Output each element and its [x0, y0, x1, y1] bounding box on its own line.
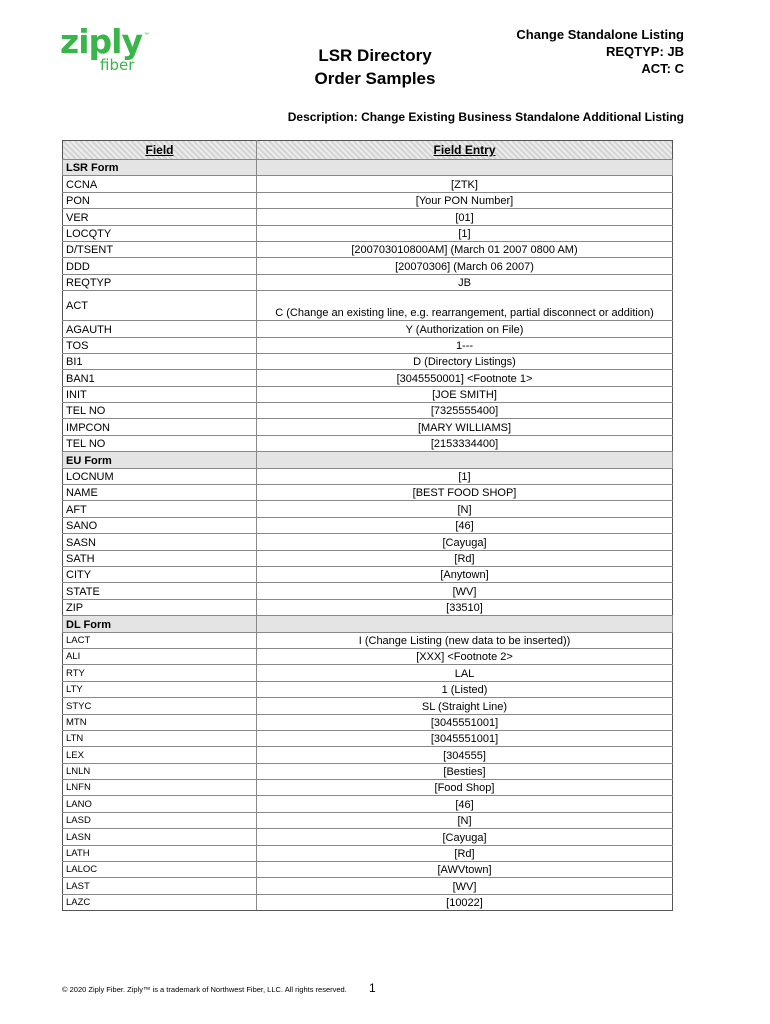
field-entry: C (Change an existing line, e.g. rearrangement, partial disconnect or addition): [257, 291, 673, 321]
table-row: [63, 192, 673, 208]
document-title: [290, 44, 460, 90]
field-name: LALOC: [63, 862, 257, 878]
field-entry: [Rd]: [257, 550, 673, 566]
table-row: [63, 386, 673, 402]
field-entry: [1]: [257, 225, 673, 241]
field-column-header: Field: [63, 141, 257, 160]
field-name: INIT: [63, 386, 257, 402]
table-row: [63, 501, 673, 517]
field-name: LASD: [63, 812, 257, 828]
field-entry: [20070306] (March 06 2007): [257, 258, 673, 274]
field-entry: [AWVtown]: [257, 862, 673, 878]
field-name: LAZC: [63, 894, 257, 910]
logo-word: ziply: [60, 22, 142, 61]
field-entry: [33510]: [257, 599, 673, 615]
table-row: [63, 829, 673, 845]
field-name: TOS: [63, 337, 257, 353]
field-name: LATH: [63, 845, 257, 861]
table-row: [63, 353, 673, 369]
table-row: [63, 258, 673, 274]
table-row: [63, 241, 673, 257]
section-label: EU Form: [63, 452, 257, 468]
field-entry: [JOE SMITH]: [257, 386, 673, 402]
table-row: [63, 550, 673, 566]
field-entry: [N]: [257, 812, 673, 828]
table-row: [63, 485, 673, 501]
table-row: [63, 894, 673, 910]
field-entry: [01]: [257, 209, 673, 225]
section-label: LSR Form: [63, 160, 257, 176]
field-name: REQTYP: [63, 274, 257, 290]
field-entry: [2153334400]: [257, 435, 673, 451]
table-row: [63, 730, 673, 746]
order-type-line-3: ACT: C: [641, 61, 684, 76]
field-entry: [WV]: [257, 583, 673, 599]
table-row: [63, 878, 673, 894]
order-type-block: [516, 26, 684, 77]
logo-trademark: ™: [144, 32, 149, 38]
entry-column-header: Field Entry: [257, 141, 673, 160]
field-name: BI1: [63, 353, 257, 369]
field-entry: [ZTK]: [257, 176, 673, 192]
field-name: LNLN: [63, 763, 257, 779]
field-entry: [46]: [257, 517, 673, 533]
field-name: LTY: [63, 681, 257, 697]
field-name: VER: [63, 209, 257, 225]
field-entry: [Your PON Number]: [257, 192, 673, 208]
field-name: CITY: [63, 566, 257, 582]
table-row: [63, 714, 673, 730]
section-lsr-form: [63, 160, 673, 176]
field-name: STATE: [63, 583, 257, 599]
field-entry: [46]: [257, 796, 673, 812]
table-row: [63, 599, 673, 615]
table-row: [63, 337, 673, 353]
field-name: DDD: [63, 258, 257, 274]
field-entry: [Besties]: [257, 763, 673, 779]
field-name: LASN: [63, 829, 257, 845]
field-entry: [N]: [257, 501, 673, 517]
field-entry: SL (Straight Line): [257, 698, 673, 714]
table-row: [63, 176, 673, 192]
field-entry: [7325555400]: [257, 403, 673, 419]
description: Description: Change Existing Business Standalone Additional Listing: [287, 110, 684, 124]
field-entry: [Cayuga]: [257, 534, 673, 550]
field-name: D/TSENT: [63, 241, 257, 257]
field-entry: [200703010800AM] (March 01 2007 0800 AM): [257, 241, 673, 257]
table-row: [63, 862, 673, 878]
table-row: [63, 632, 673, 648]
logo-sub: fiber: [100, 56, 135, 74]
table-row: [63, 648, 673, 664]
table-row: [63, 698, 673, 714]
field-name: LEX: [63, 747, 257, 763]
table-row: [63, 370, 673, 386]
title-line-1: LSR Directory: [318, 46, 432, 65]
field-entry: [3045551001]: [257, 730, 673, 746]
field-name: RTY: [63, 665, 257, 681]
field-name: IMPCON: [63, 419, 257, 435]
table-row: [63, 209, 673, 225]
field-entry: JB: [257, 274, 673, 290]
table-row: [63, 321, 673, 337]
field-name: LACT: [63, 632, 257, 648]
field-name: TEL NO: [63, 403, 257, 419]
table-row: [63, 812, 673, 828]
field-entry: 1 (Listed): [257, 681, 673, 697]
order-type-line-1: Change Standalone Listing: [516, 27, 684, 42]
field-entry: [Anytown]: [257, 566, 673, 582]
field-entry: [10022]: [257, 894, 673, 910]
field-entry: [Rd]: [257, 845, 673, 861]
field-name: STYC: [63, 698, 257, 714]
field-entry: [304555]: [257, 747, 673, 763]
field-name: PON: [63, 192, 257, 208]
field-entry: 1---: [257, 337, 673, 353]
table-row: [63, 274, 673, 290]
title-line-2: Order Samples: [314, 69, 436, 88]
field-entry: [XXX] <Footnote 2>: [257, 648, 673, 664]
table-row: [63, 763, 673, 779]
field-name: LNFN: [63, 780, 257, 796]
field-name: SATH: [63, 550, 257, 566]
field-name: AGAUTH: [63, 321, 257, 337]
ziply-fiber-logo: [60, 22, 150, 80]
field-name: LOCNUM: [63, 468, 257, 484]
field-name: LOCQTY: [63, 225, 257, 241]
field-entry: [1]: [257, 468, 673, 484]
page-number: 1: [369, 981, 376, 995]
table-row: [63, 845, 673, 861]
table-row: [63, 468, 673, 484]
table-row: [63, 747, 673, 763]
table-row: [63, 796, 673, 812]
table-row: [63, 780, 673, 796]
field-entry: D (Directory Listings): [257, 353, 673, 369]
field-name: ZIP: [63, 599, 257, 615]
table-row: [63, 225, 673, 241]
field-name: NAME: [63, 485, 257, 501]
table-row: [63, 419, 673, 435]
order-type-line-2: REQTYP: JB: [605, 44, 684, 59]
field-entry: [WV]: [257, 878, 673, 894]
field-entry: [3045551001]: [257, 714, 673, 730]
copyright-footer: © 2020 Ziply Fiber. Ziply™ is a trademark of Northwest Fiber, LLC. All rights reserved.: [62, 985, 347, 994]
field-name: MTN: [63, 714, 257, 730]
table-row: [63, 435, 673, 451]
field-name: LANO: [63, 796, 257, 812]
table-row: [63, 583, 673, 599]
field-name: LTN: [63, 730, 257, 746]
field-entry: I (Change Listing (new data to be inserted)): [257, 632, 673, 648]
table-row: [63, 534, 673, 550]
table-row: [63, 517, 673, 533]
section-label: DL Form: [63, 616, 257, 632]
field-name: LAST: [63, 878, 257, 894]
section-eu-form: [63, 452, 673, 468]
field-name: TEL NO: [63, 435, 257, 451]
field-name: SASN: [63, 534, 257, 550]
field-table: [62, 140, 673, 911]
field-entry: [MARY WILLIAMS]: [257, 419, 673, 435]
field-name: CCNA: [63, 176, 257, 192]
field-name: AFT: [63, 501, 257, 517]
table-row: [63, 665, 673, 681]
field-entry: Y (Authorization on File): [257, 321, 673, 337]
field-entry: [Cayuga]: [257, 829, 673, 845]
field-entry: [3045550001] <Footnote 1>: [257, 370, 673, 386]
field-entry: LAL: [257, 665, 673, 681]
field-name: ACT: [63, 291, 257, 321]
field-name: BAN1: [63, 370, 257, 386]
field-name: SANO: [63, 517, 257, 533]
table-row: [63, 681, 673, 697]
table-row: [63, 291, 673, 321]
table-row: [63, 566, 673, 582]
field-entry: [Food Shop]: [257, 780, 673, 796]
section-dl-form: [63, 616, 673, 632]
field-name: ALI: [63, 648, 257, 664]
field-entry: [BEST FOOD SHOP]: [257, 485, 673, 501]
table-row: [63, 403, 673, 419]
table-header: [63, 141, 673, 160]
